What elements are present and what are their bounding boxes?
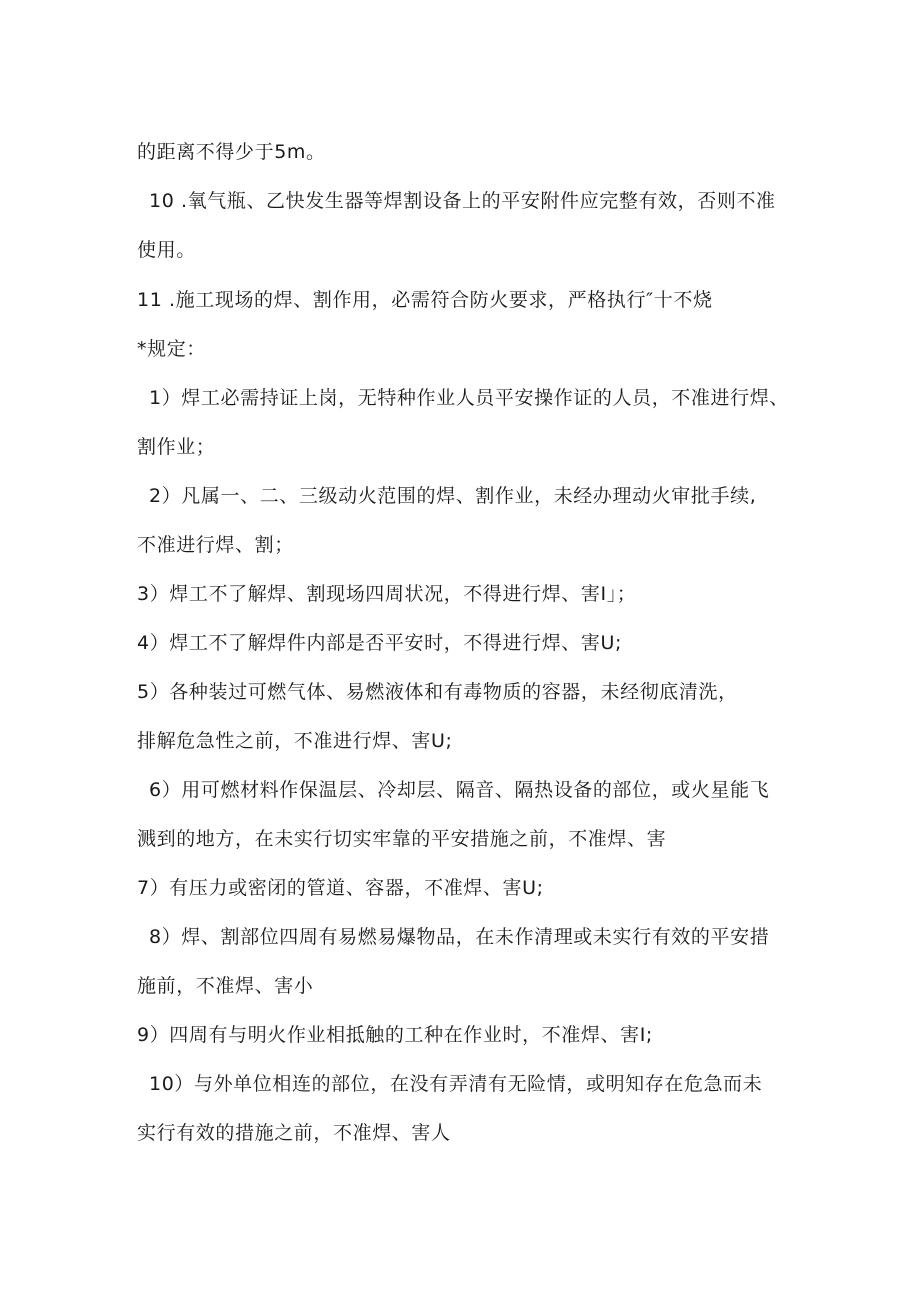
text-line: 7）有压力或密闭的管道、容器，不准焊、害U; — [137, 877, 544, 899]
text-line: 8）焊、割部位四周有易燃易爆物品，在未作清理或未实行有效的平安措 — [149, 926, 770, 948]
text-line: 实行有效的措施之前，不准焊、害人 — [137, 1122, 451, 1144]
text-line: 2）凡属一、二、三级动火范围的焊、割作业，未经办理动火审批手续, — [149, 485, 757, 507]
text-line: 11 .施工现场的焊、割作用，必需符合防火要求，严格执行″十不烧 — [137, 289, 713, 311]
text-line: 5）各种装过可燃气体、易燃液体和有毒物质的容器，未经彻底清洗， — [137, 681, 738, 703]
text-line: 溅到的地方，在未实行切实牢靠的平安措施之前，不准焊、害 — [137, 828, 667, 850]
text-line: 3）焊工不了解焊、割现场四周状况，不得进行焊、害I」； — [137, 583, 637, 605]
text-line: 6）用可燃材料作保温层、冷却层、隔音、隔热设备的部位，或火星能飞 — [149, 779, 770, 801]
text-line: 9）四周有与明火作业相抵触的工种在作业时，不准焊、害I; — [137, 1024, 653, 1046]
text-line: 1）焊工必需持证上岗，无特种作业人员平安操作证的人员，不准进行焊、 — [149, 387, 789, 409]
text-line: 的距离不得少于5m。 — [137, 141, 326, 163]
text-line: 4）焊工不了解焊件内部是否平安时，不得进行焊、害U; — [137, 632, 622, 654]
text-line: 使用。 — [137, 239, 196, 261]
text-line: 不准进行焊、割； — [137, 534, 294, 556]
text-line: 排解危急性之前，不准进行焊、害U; — [137, 730, 453, 752]
text-line: 10 .氧气瓶、乙快发生器等焊割设备上的平安附件应完整有效，否则不准 — [149, 190, 776, 212]
text-line: 割作业； — [137, 436, 216, 458]
text-line: 10）与外单位相连的部位，在没有弄清有无险情，或明知存在危急而未 — [149, 1073, 763, 1095]
text-line: 施前，不准焊、害小 — [137, 975, 314, 997]
text-line: *规定： — [137, 338, 206, 360]
